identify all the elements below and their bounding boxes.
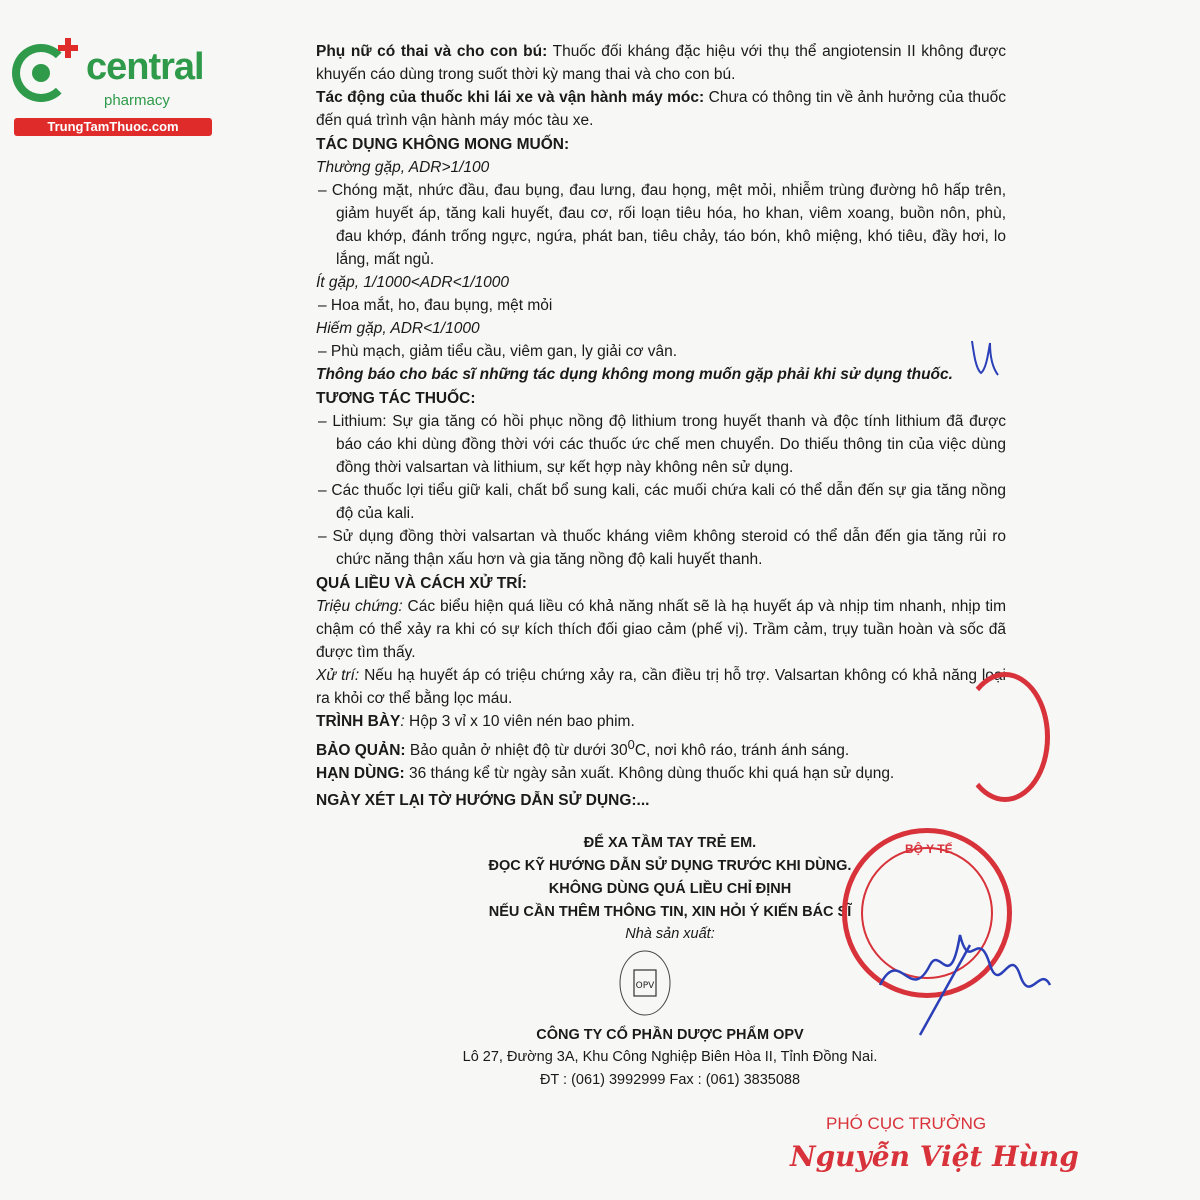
driving-label: Tác động của thuốc khi lái xe và vận hành máy móc: [316, 89, 705, 106]
uncommon-label: Ít gặp, 1/1000<ADR<1/1000 [316, 274, 510, 291]
pregnancy-section [316, 40, 1006, 86]
presentation-text: Hộp 3 vỉ x 10 viên nén bao phim. [404, 713, 635, 730]
website-link[interactable]: TrungTamThuoc.com [14, 118, 212, 136]
expiry-text: 36 tháng kể từ ngày sản xuất. Không dùng thuốc khi quá hạn sử dụng. [404, 765, 895, 783]
storage-degree: 0 [627, 737, 635, 752]
common-label: Thường gặp, ADR>1/100 [316, 159, 490, 176]
interaction-item: – Các thuốc lợi tiểu giữ kali, chất bổ sung kali, các muối chứa kali có thể dẫn đến sự gia tăng nồng độ của kali. [318, 482, 1006, 522]
symptom-label: Triệu chứng: [316, 598, 403, 615]
storage-text: Bảo quản ở nhiệt độ từ dưới 30 [405, 742, 628, 760]
adverse-notice: Thông báo cho bác sĩ những tác dụng không mong muốn gặp phải khi sử dụng thuốc. [316, 366, 953, 383]
company-address: Lô 27, Đường 3A, Khu Công Nghiệp Biên Hòa II, Tỉnh Đồng Nai. [462, 1049, 878, 1065]
review-date: NGÀY XÉT LẠI TỜ HƯỚNG DẪN SỬ DỤNG:... [316, 792, 650, 810]
company-phone: ĐT : (061) 3992999 Fax : (061) 3835088 [539, 1072, 801, 1088]
adverse-heading: TÁC DỤNG KHÔNG MONG MUỐN: [316, 136, 570, 153]
overdose-symptoms [316, 595, 1006, 664]
partial-seal-icon [960, 672, 1050, 802]
warning-line: KHÔNG DÙNG QUÁ LIỀU CHỈ ĐỊNH [548, 881, 792, 897]
presentation-section [316, 710, 1006, 733]
company-name: CÔNG TY CỔ PHẦN DƯỢC PHẨM OPV [536, 1027, 804, 1043]
interaction-item: – Sử dụng đồng thời valsartan và thuốc kháng viêm không steroid có thể dẫn đến gia tăng rủi ro chức năng thận xấu hơn và gia tăng nồng độ kali huyết thanh. [318, 528, 1006, 568]
seal-text: BỘ Y TẾ [905, 842, 953, 856]
treatment-label: Xử trí: [316, 667, 360, 684]
warning-line: NẾU CẦN THÊM THÔNG TIN, XIN HỎI Ý KIẾN BÁC SĨ [488, 904, 852, 920]
logo-dot-icon [32, 64, 50, 82]
rare-label: Hiếm gặp, ADR<1/1000 [316, 320, 480, 337]
storage-section [316, 733, 1006, 762]
presentation-label: TRÌNH BÀY [316, 713, 401, 730]
storage-label: BẢO QUẢN: [316, 742, 406, 760]
rare-effects: – Phù mạch, giảm tiểu cầu, viêm gan, ly giải cơ vân. [318, 343, 678, 360]
opv-logo-text: OPV [635, 981, 655, 991]
opv-logo-icon [617, 948, 673, 1018]
driving-text: Chưa có thông tin về ảnh hưởng của thuốc đến quá trình vận hành máy móc tàu xe. [316, 89, 1006, 129]
symptom-text: Các biểu hiện quá liều có khả năng nhất sẽ là hạ huyết áp và nhịp tim nhanh, nhịp tim chậm có thể xảy ra khi có sự kích thích đối giao cảm (phế vị). Trầm cảm, trụy tuần hoàn và sốc đã được tìm thấy. [316, 598, 1006, 661]
expiry-label: HẠN DÙNG: [316, 765, 405, 783]
signature-icon [860, 905, 1060, 1055]
presentation-colon: : [400, 713, 405, 730]
overdose-heading: QUÁ LIỀU VÀ CÁCH XỬ TRÍ: [316, 575, 527, 592]
medical-cross-icon [58, 38, 78, 58]
warning-line: ĐỂ XA TẦM TAY TRẺ EM. [583, 835, 757, 851]
interactions-heading: TƯƠNG TÁC THUỐC: [316, 390, 476, 407]
pregnancy-text: Thuốc đối kháng đặc hiệu với thụ thể angiotensin II không được khuyến cáo dùng trong suốt thời kỳ mang thai và cho con bú. [316, 43, 1006, 83]
pregnancy-label: Phụ nữ có thai và cho con bú: [316, 43, 548, 60]
warning-line: ĐỌC KỸ HƯỚNG DẪN SỬ DỤNG TRƯỚC KHI DÙNG. [488, 858, 852, 874]
overdose-treatment [316, 664, 1006, 710]
company-contact [420, 1046, 920, 1092]
brand-subtitle: pharmacy [104, 92, 170, 109]
expiry-section [316, 762, 1006, 785]
central-pharmacy-logo [12, 38, 212, 138]
leaflet-body [316, 40, 1006, 812]
driving-section [316, 86, 1006, 132]
official-name: Nguyễn Việt Hùng [790, 1140, 1079, 1173]
common-effects: – Chóng mặt, nhức đầu, đau bụng, đau lưng, đau họng, mệt mỏi, nhiễm trùng đường hô hấp trên, giảm huyết áp, tăng kali huyết, đau cơ, rối loạn tiêu hóa, ho khan, viêm xoang, buồn nôn, phù, đau khớp, đánh trống ngực, ngứa, phát ban, tiêu chảy, táo bón, khô miệng, khó tiêu, đầy hơi, lo lắng, mất ngủ. [318, 182, 1006, 268]
uncommon-effects: – Hoa mắt, ho, đau bụng, mệt mỏi [318, 297, 553, 314]
interaction-item: – Lithium: Sự gia tăng có hồi phục nồng độ lithium trong huyết thanh và độc tính lithium đã được báo cáo khi dùng đồng thời với các thuốc ức chế men chuyển. Do thiếu thông tin của việc dùng đồng thời valsartan và lithium, sự kết hợp này không nên sử dụng. [318, 413, 1006, 476]
handwritten-mark-icon [968, 335, 1000, 380]
maker-label: Nhà sản xuất: [625, 926, 715, 942]
storage-text-end: C, nơi khô ráo, tránh ánh sáng. [634, 742, 850, 760]
brand-name: central [86, 46, 204, 88]
treatment-text: Nếu hạ huyết áp có triệu chứng xảy ra, cần điều trị hỗ trợ. Valsartan không có khả năng loại ra khỏi cơ thể bằng lọc máu. [316, 667, 1006, 707]
official-title: PHÓ CỤC TRƯỞNG [826, 1114, 987, 1133]
